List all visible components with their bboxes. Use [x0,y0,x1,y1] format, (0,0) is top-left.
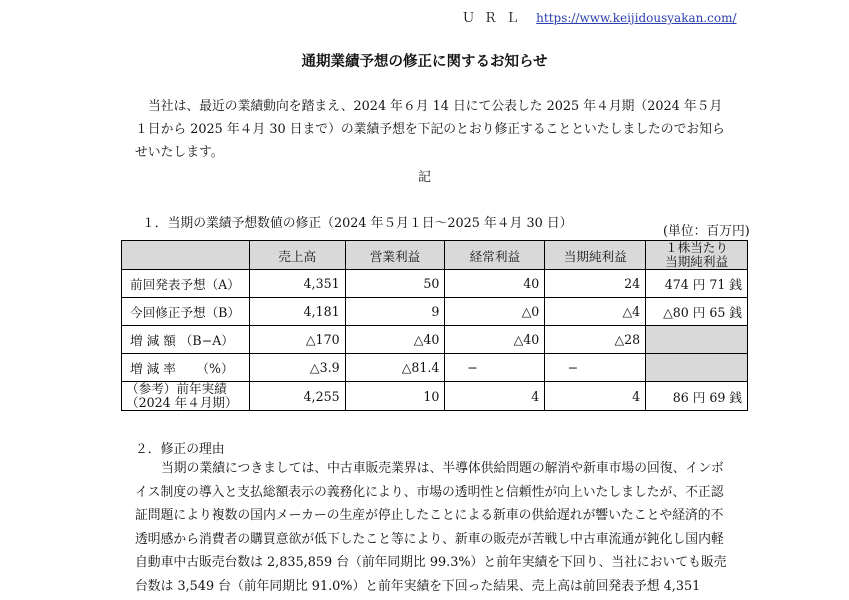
cell-ordinary-profit: − [445,354,545,382]
cell-ordinary-profit: △40 [445,326,545,354]
cell-net-profit: 4 [545,382,646,411]
cell-net-profit: △28 [545,326,646,354]
company-url-line [462,7,737,26]
cell-sales: 4,255 [249,382,345,411]
table-row [122,326,748,354]
header-net-profit: 当期純利益 [545,241,646,270]
header-eps-line2: 当期純利益 [665,254,729,269]
cell-ordinary-profit: 40 [445,270,545,298]
table-header-row [122,241,748,270]
cell-operating-profit: 10 [345,382,445,411]
row-label: 前回発表予想（A） [122,270,250,298]
header-eps [646,241,748,270]
section2-heading: ２．修正の理由 [135,442,225,457]
forecast-table [121,240,748,411]
cell-eps-empty [646,326,748,354]
company-url-link[interactable]: https://www.keijidousyakan.com/ [536,11,737,25]
cell-net-profit: − [545,354,646,382]
url-label: ＵＲＬ [462,11,529,26]
intro-paragraph: 当社は、最近の業績動向を踏まえ、2024 年６月 14 日にて公表した 2025 年４月期（2024 年５月１日から 2025 年４月 30 日まで）の業績予想を下記のとおり修正することといたしましたのでお知らせいたします。 [135,99,725,160]
cell-sales: 4,181 [249,298,345,326]
cell-operating-profit: △81.4 [345,354,445,382]
row-label [122,382,250,411]
cell-eps: 474 円 71 銭 [646,270,748,298]
row-label-line2: （2024 年４月期） [126,395,238,410]
cell-net-profit: △4 [545,298,646,326]
unit-note: (単位：百万円) [663,224,750,239]
section1-heading: １．当期の業績予想数値の修正（2024 年５月１日～2025 年４月 30 日） [142,216,573,231]
cell-operating-profit: 50 [345,270,445,298]
table-row [122,382,748,411]
row-label: 増 減 額 （B−A） [122,326,250,354]
table-row [122,270,748,298]
cell-eps-empty [646,354,748,382]
cell-sales: 4,351 [249,270,345,298]
header-blank [122,241,250,270]
header-operating-profit: 営業利益 [345,241,445,270]
cell-operating-profit: 9 [345,298,445,326]
header-eps-line1: １株当たり [665,240,729,255]
cell-operating-profit: △40 [345,326,445,354]
cell-sales: △3.9 [249,354,345,382]
header-ordinary-profit: 経常利益 [445,241,545,270]
header-sales: 売上高 [249,241,345,270]
reason-paragraph: 当期の業績につきましては、中古車販売業界は、半導体供給問題の解消や新車市場の回復、インボイス制度の導入と支払総額表示の義務化により、市場の透明性と信頼性が向上いたしましたが、不正認証問題により複数の国内メーカーの生産が停止したことによる新車の供給遅れが響いたことや経済的不透明感から消費者の購買意欲が低下したこと等により、新車の販売が苦戦し中古車流通が鈍化し国内軽自動車中古販売台数は 2,835,859 台（前年同期比 99.3%）と前年実績を下回り、当社においても販売台数は 3,549 台（前年同期比 91.0%）と前年実績を下回った結果、売上高は前回発表予想 4,351 [135,461,727,594]
table-row [122,354,748,382]
cell-sales: △170 [249,326,345,354]
cell-ordinary-profit: 4 [445,382,545,411]
table-row [122,298,748,326]
cell-net-profit: 24 [545,270,646,298]
document-title: 通期業績予想の修正に関するお知らせ [301,53,548,70]
cell-eps: △80 円 65 銭 [646,298,748,326]
cell-ordinary-profit: △0 [445,298,545,326]
row-label: 増 減 率 （%） [122,354,250,382]
ki-marker: 記 [417,170,431,185]
row-label: 今回修正予想（B） [122,298,250,326]
cell-eps: 86 円 69 銭 [646,382,748,411]
row-label-line1: （参考）前年実績 [126,381,227,396]
